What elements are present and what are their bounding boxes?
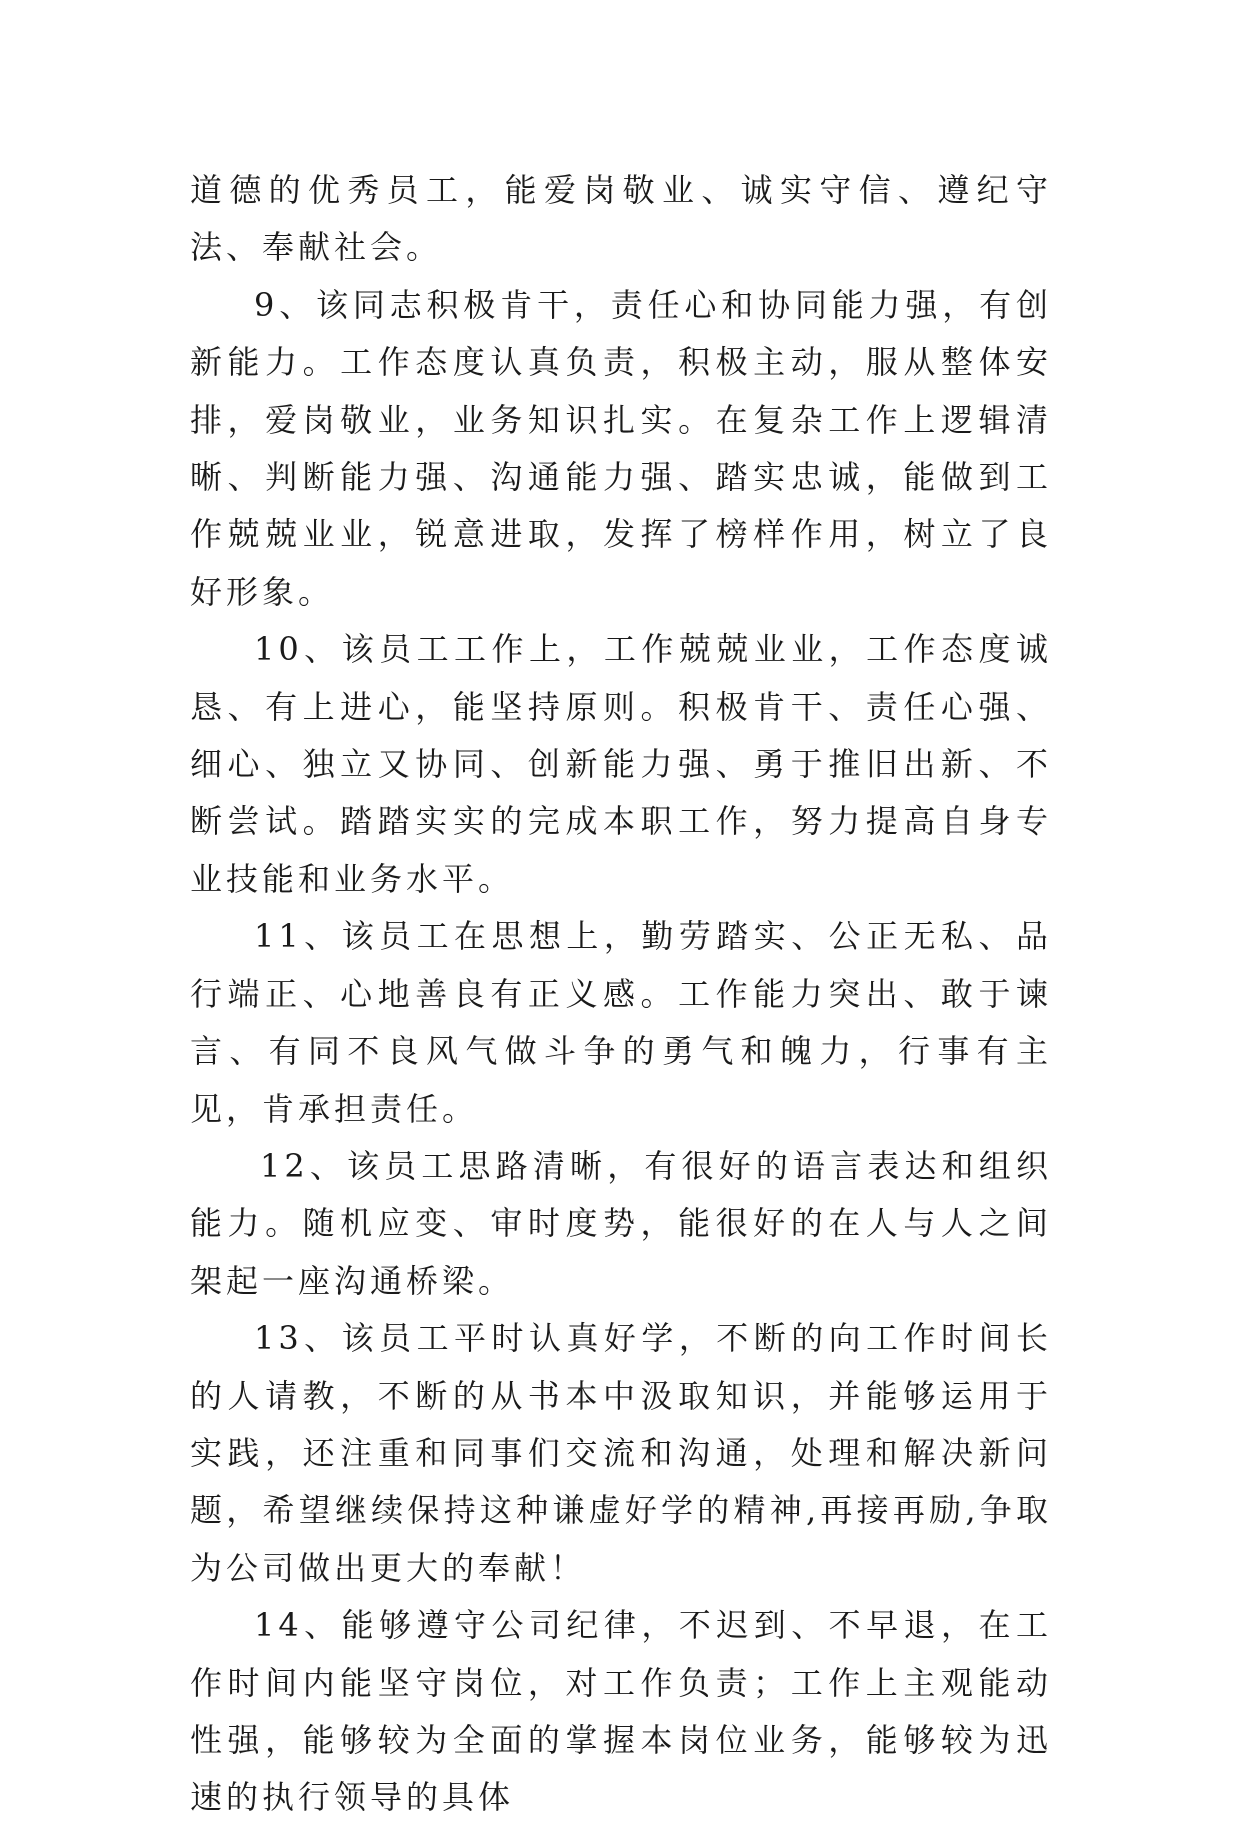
document-body [190,162,1052,1827]
paragraph-item-13: 13、该员工平时认真好学，不断的向工作时间长的人请教，不断的从书本中汲取知识，并能够运用于实践，还注重和同事们交流和沟通，处理和解决新问题，希望继续保持这种谦虚好学的精神,再接再励,争取为公司做出更大的奉献！ [190,1319,1052,1587]
paragraph-continuation: 道德的优秀员工，能爱岗敬业、诚实守信、遵纪守法、奉献社会。 [190,171,1052,267]
paragraph-item-14: 14、能够遵守公司纪律，不迟到、不早退，在工作时间内能坚守岗位，对工作负责；工作上主观能动性强，能够较为全面的掌握本岗位业务，能够较为迅速的执行领导的具体 [190,1606,1052,1817]
paragraph-item-12: 12、该员工思路清晰，有很好的语言表达和组织能力。随机应变、审时度势，能很好的在人与人之间架起一座沟通桥梁。 [190,1146,1052,1300]
paragraph-item-10: 10、该员工工作上，工作兢兢业业，工作态度诚恳、有上进心，能坚持原则。积极肯干、责任心强、细心、独立又协同、创新能力强、勇于推旧出新、不断尝试。踏踏实实的完成本职工作，努力提高自身专业技能和业务水平。 [190,630,1052,898]
paragraph-item-9: 9、该同志积极肯干，责任心和协同能力强，有创新能力。工作态度认真负责，积极主动，服从整体安排，爱岗敬业，业务知识扎实。在复杂工作上逻辑清晰、判断能力强、沟通能力强、踏实忠诚，能做到工作兢兢业业，锐意进取，发挥了榜样作用，树立了良好形象。 [190,285,1052,611]
paragraph-item-11: 11、该员工在思想上，勤劳踏实、公正无私、品行端正、心地善良有正义感。工作能力突出、敢于谏言、有同不良风气做斗争的勇气和魄力，行事有主见，肯承担责任。 [190,917,1052,1128]
